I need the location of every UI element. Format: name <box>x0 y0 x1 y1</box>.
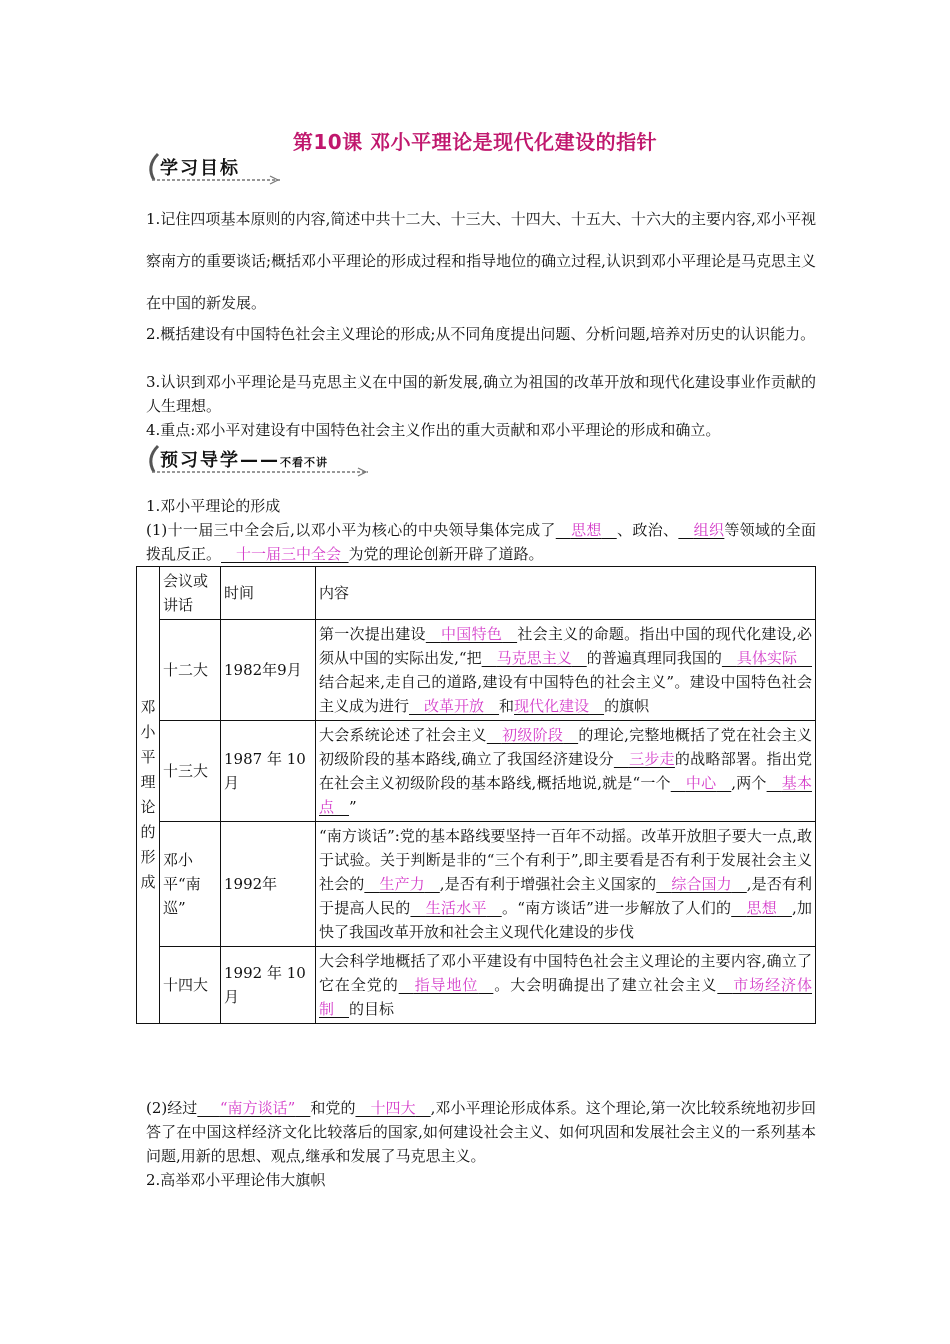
answer-blank <box>514 697 604 715</box>
text: ,加快了我国改革开放和社会主义现代化建设的步伐 <box>319 899 812 941</box>
objective-1: 1.记住四项基本原则的内容,简述中共十二大、十三大、十四大、十五大、十六大的主要内容,邓小平视察南方的重要谈话;概括邓小平理论的形成过程和指导地位的确立过程,认识到邓小平理论是马克思主义在中国的新发展。 <box>146 210 816 312</box>
time-cell: 1982年9月 <box>221 620 316 721</box>
text: 大会科学地概括了邓小平建设有中国特色社会主义理论的主要内容,确立了它在全党的 <box>319 952 812 994</box>
preview-banner <box>144 442 374 478</box>
learning-goals-banner <box>144 150 284 186</box>
header-content: 内容 <box>316 567 816 620</box>
text: ,是否有利于提高人民的 <box>319 875 812 917</box>
objective-2: 2.概括建设有中国特色社会主义理论的形成;从不同角度提出问题、分析问题,培养对历史的认识能力。 <box>146 325 816 343</box>
text: 结合起来,走自己的道路,建设有中国特色的社会主义”。建设中国特色社会主义成为进行 <box>319 673 812 715</box>
text: 的旗帜 <box>604 697 650 715</box>
time-cell: 1987 年 10月 <box>221 721 316 822</box>
meeting-cell: 邓小平“南巡” <box>160 822 221 947</box>
answer-blank <box>482 649 587 667</box>
part1-paragraph <box>146 518 816 566</box>
answer: 马克思主义 <box>496 649 572 667</box>
text: ” <box>349 798 357 816</box>
answer: 市场经济体制 <box>319 976 812 1018</box>
text: 第一次提出建设 <box>319 625 426 643</box>
answer: 十一届三中全会 <box>236 545 342 563</box>
answer: 具体实际 <box>736 649 797 667</box>
part1-heading: 1.邓小平理论的形成 <box>146 497 281 515</box>
table-header-row <box>137 567 816 620</box>
answer: 指导地位 <box>413 976 479 994</box>
meeting-cell: 十三大 <box>160 721 221 822</box>
side-label: 邓小平理论的形成 <box>137 567 160 1024</box>
meeting-cell: 十四大 <box>160 947 221 1024</box>
answer: 生产力 <box>379 875 425 893</box>
answer-blank <box>364 875 439 893</box>
answer-blank <box>355 1099 430 1117</box>
content-cell <box>316 620 816 721</box>
answer: 综合国力 <box>671 875 732 893</box>
answer: 组织 <box>693 521 725 539</box>
answer-blank <box>197 1099 310 1117</box>
content-cell <box>316 721 816 822</box>
answer-blank <box>731 899 792 917</box>
part2-heading: 2.高举邓小平理论伟大旗帜 <box>146 1171 326 1189</box>
answer: 三步走 <box>628 750 675 768</box>
content-cell <box>316 947 816 1024</box>
text: 社会主义的命题。指出中国的现代化建设,必须从中国的实际出发,“把 <box>319 625 812 667</box>
answer-blank <box>221 545 349 563</box>
answer-blank <box>487 726 578 744</box>
answer: 现代化建设 <box>514 697 590 715</box>
formation-table <box>136 566 816 1024</box>
text: “南方谈话”:党的基本路线要坚持一百年不动摇。改革开放胆子要大一点,敢于试验。关于判断是非的“三个有利于”,即主要看是否有利于发展社会主义社会的 <box>319 827 812 893</box>
answer: 基本点 <box>319 774 812 816</box>
learning-goals-label: 学习目标 <box>160 158 240 179</box>
answer: 生活水平 <box>425 899 487 917</box>
answer-blank <box>426 625 517 643</box>
text: 的目标 <box>349 1000 395 1018</box>
answer: 中国特色 <box>440 625 503 643</box>
preview-label-main: 预习导学—— <box>160 450 280 471</box>
text: (1)十一届三中全会后,以邓小平为核心的中央领导集体完成了 <box>146 521 556 539</box>
text: ,是否有利于增强社会主义国家的 <box>439 875 657 893</box>
text: ,邓小平理论形成体系。这个理论,第一次比较系统地初步回答了在中国这样经济文化比较落后的国家,如何建设社会主义、如何巩固和发展社会主义的一系列基本问题,用新的思想、观点,继承和发展了马克思主义。 <box>146 1099 816 1165</box>
meeting-cell: 十二大 <box>160 620 221 721</box>
text: 的理论,完整地概括了党在社会主义初级阶段的基本路线,确立了我国经济建设分 <box>319 726 812 768</box>
answer: 改革开放 <box>424 697 485 715</box>
text: 和党的 <box>310 1099 356 1117</box>
preview-label-sub: 不看不讲 <box>280 456 328 469</box>
text: 。“南方谈话”进一步解放了人们的 <box>501 899 732 917</box>
answer: 思想 <box>570 521 602 539</box>
text: 为党的理论创新开辟了道路。 <box>348 545 544 563</box>
text: (2)经过 <box>146 1099 198 1117</box>
header-meeting: 会议或讲话 <box>160 567 221 620</box>
answer-blank <box>410 899 501 917</box>
answer: 初级阶段 <box>501 726 564 744</box>
answer-blank <box>409 697 499 715</box>
answer: “南方谈话” <box>219 1099 296 1117</box>
text: 大会系统论述了社会主义 <box>319 726 487 744</box>
answer-blank <box>678 521 724 539</box>
content-cell <box>316 822 816 947</box>
answer: 中心 <box>685 774 717 792</box>
header-time: 时间 <box>221 567 316 620</box>
answer-blank <box>656 875 747 893</box>
table-row <box>137 947 816 1024</box>
answer: 十四大 <box>370 1099 416 1117</box>
answer-blank <box>399 976 494 994</box>
answer-blank <box>556 521 617 539</box>
text: 和 <box>499 697 515 715</box>
answer-blank <box>614 750 675 768</box>
part2-paragraph <box>146 1096 816 1168</box>
objective-4: 4.重点:邓小平对建设有中国特色社会主义作出的重大贡献和邓小平理论的形成和确立。 <box>146 421 721 439</box>
table-row <box>137 620 816 721</box>
objective-3: 3.认识到邓小平理论是马克思主义在中国的新发展,确立为祖国的改革开放和现代化建设事业作贡献的人生理想。 <box>146 373 816 415</box>
answer-blank <box>722 649 812 667</box>
text: 、政治、 <box>616 521 679 539</box>
text: ,两个 <box>731 774 767 792</box>
text: 。大会明确提出了建立社会主义 <box>493 976 718 994</box>
table-row <box>137 721 816 822</box>
text: 的战略部署。指出党在社会主义初级阶段的基本路线,概括地说,就是“一个 <box>319 750 812 792</box>
answer-blank <box>671 774 732 792</box>
time-cell: 1992 年 10月 <box>221 947 316 1024</box>
time-cell: 1992年 <box>221 822 316 947</box>
answer: 思想 <box>746 899 777 917</box>
lesson-title: 第10课 邓小平理论是现代化建设的指针 <box>292 130 658 154</box>
text: 的普遍真理同我国的 <box>586 649 722 667</box>
table-row <box>137 822 816 947</box>
preview-label <box>160 446 328 472</box>
text: 等领域的全面拨乱反正。 <box>146 521 816 563</box>
